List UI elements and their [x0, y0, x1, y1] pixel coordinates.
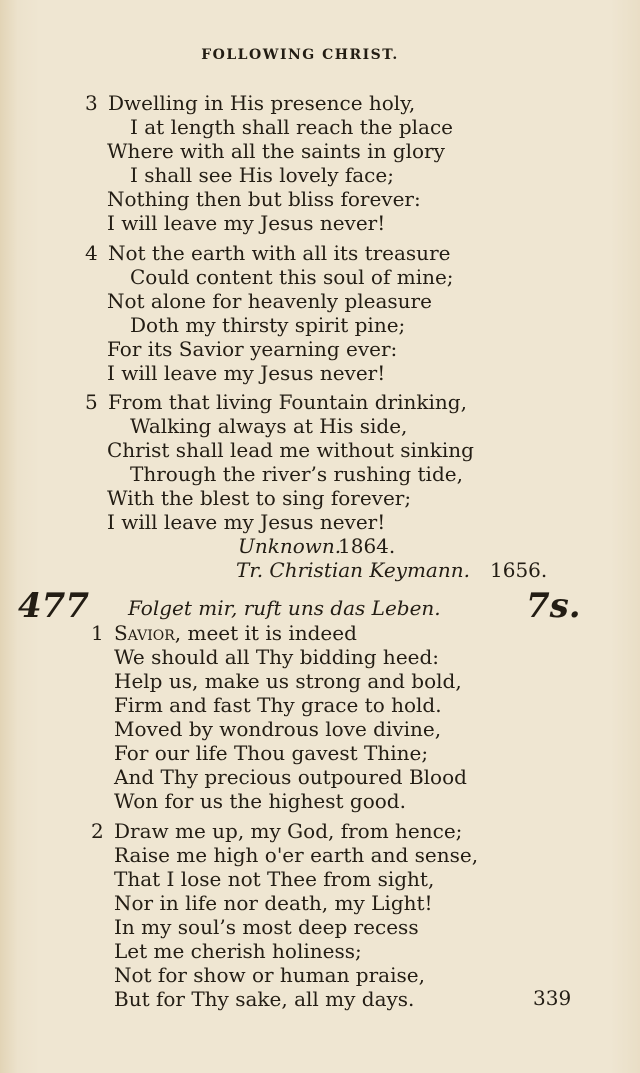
verse-line: Moved by wondrous love divine,: [114, 717, 442, 741]
stanza-number: 2: [91, 819, 104, 843]
verse-line: Nothing then but bliss forever:: [107, 187, 421, 211]
verse-line: Not alone for heavenly pleasure: [107, 289, 432, 313]
verse-line: Won for us the highest good.: [114, 789, 406, 813]
first-line-rest: meet it is indeed: [181, 621, 357, 645]
hymn-number: 477: [18, 586, 89, 626]
verse-line: I at length shall reach the place: [130, 115, 454, 139]
verse-line: Not the earth with all its treasure: [108, 241, 451, 265]
verse-line: That I lose not Thee from sight,: [114, 867, 435, 891]
hymn-meter: 7s.: [526, 586, 581, 626]
verse-line: Doth my thirsty spirit pine;: [130, 313, 406, 337]
verse-line: Where with all the saints in glory: [107, 139, 445, 163]
hymn-german-title: Folget mir, ruft uns das Leben.: [128, 596, 441, 620]
running-head: FOLLOWING CHRIST.: [201, 47, 399, 63]
verse-line: For its Savior yearning ever:: [107, 337, 398, 361]
translator-year: 1656.: [490, 558, 548, 582]
verse-line: Through the river’s rushing tide,: [130, 462, 463, 486]
stanza-number: 1: [91, 621, 104, 645]
verse-line: Let me cherish holiness;: [114, 939, 362, 963]
verse-line: Firm and fast Thy grace to hold.: [114, 693, 442, 717]
verse-line: Help us, make us strong and bold,: [114, 669, 462, 693]
verse-line: Not for show or human praise,: [114, 963, 425, 987]
verse-line: I will leave my Jesus never!: [107, 211, 386, 235]
verse-line: I will leave my Jesus never!: [107, 361, 386, 385]
author-name: Unknown.: [238, 534, 342, 558]
translator-name: Tr. Christian Keymann.: [236, 558, 470, 582]
verse-line: We should all Thy bidding heed:: [114, 645, 440, 669]
stanza-number: 3: [85, 91, 98, 115]
page-number: 339: [533, 986, 572, 1010]
verse-line: In my soul’s most deep recess: [114, 915, 419, 939]
stanza-number: 4: [85, 241, 98, 265]
verse-line: I shall see His lovely face;: [130, 163, 394, 187]
verse-line: Could content this soul of mine;: [130, 265, 454, 289]
stanza-number: 5: [85, 390, 98, 414]
verse-line: Raise me high o'er earth and sense,: [114, 843, 479, 867]
verse-line: But for Thy sake, all my days.: [114, 987, 415, 1011]
verse-line: For our life Thou gavest Thine;: [114, 741, 429, 765]
verse-line: Nor in life nor death, my Light!: [114, 891, 433, 915]
verse-line: Draw me up, my God, from hence;: [114, 819, 463, 843]
first-word: Savior,: [114, 621, 182, 645]
verse-line: I will leave my Jesus never!: [107, 510, 386, 534]
author-year: 1864.: [338, 534, 396, 558]
verse-line: [114, 621, 357, 645]
verse-line: And Thy precious outpoured Blood: [114, 765, 467, 789]
verse-line: Christ shall lead me without sinking: [107, 438, 474, 462]
verse-line: Walking always at His side,: [130, 414, 408, 438]
verse-line: Dwelling in His presence holy,: [108, 91, 416, 115]
verse-line: With the blest to sing forever;: [107, 486, 412, 510]
verse-line: From that living Fountain drinking,: [108, 390, 467, 414]
